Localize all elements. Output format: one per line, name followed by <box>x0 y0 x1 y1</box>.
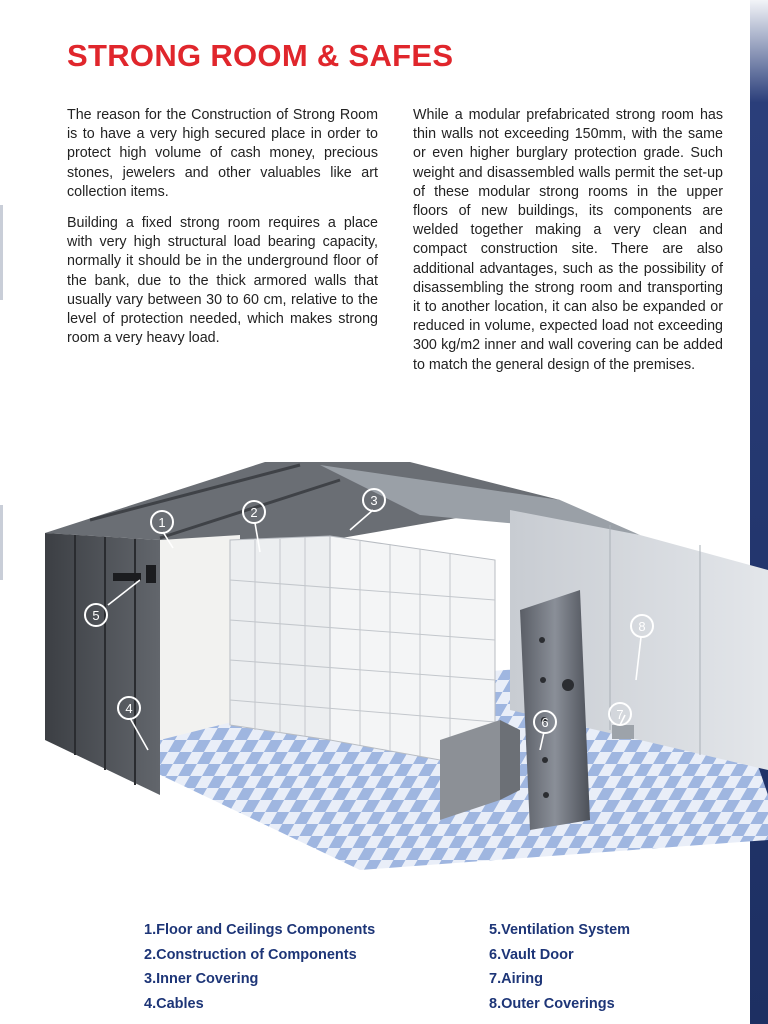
legend-item: 1.Floor and Ceilings Components <box>144 922 376 938</box>
legend-item: 2.Construction of Components <box>144 946 357 963</box>
paragraph: While a modular prefabricated strong room has thin walls not exceeding 150mm, with the same or even higher burglary protection grade. Such weight and disassembled walls permit the set-up of these modular strong rooms in the upper floors of new buildings, its components are welded together making a very clean and compact construction site. There are also additional advantages, such as the possibility of disassembling the strong room and transporting it to another location, it can also be expanded or reduced in volume, expected load not exceeding 300 kg/m2 inner and wall covering can be added to match the general design of the premises. <box>413 107 723 373</box>
callout-number: 2 <box>250 505 258 520</box>
callout-number: 7 <box>616 707 624 722</box>
legend-item: 6.Vault Door <box>489 946 574 963</box>
left-column <box>67 106 378 360</box>
page-title: STRONG ROOM & SAFES <box>67 38 454 73</box>
callout-number: 5 <box>92 608 100 623</box>
left-wall <box>45 533 160 795</box>
callout-number: 6 <box>541 715 549 730</box>
strong-room-illustration <box>0 440 768 870</box>
callout-number: 3 <box>370 493 378 508</box>
legend-item: 4.Cables <box>144 995 204 1012</box>
paragraph: The reason for the Construction of Strong Room is to have a very high secured place in order to protect high volume of cash money, precious stones, jewelers and other valuables like art collection items. <box>67 107 378 200</box>
legend-item: 7.Airing <box>489 971 543 987</box>
legend-item: 5.Ventilation System <box>489 922 631 938</box>
legend-item: 8.Outer Coverings <box>489 995 615 1012</box>
right-column <box>413 106 723 387</box>
vault-door <box>520 590 590 830</box>
callout-number: 8 <box>638 619 646 634</box>
callout-number: 1 <box>158 515 166 530</box>
legend-item: 3.Inner Covering <box>144 971 259 987</box>
legend-right <box>489 918 630 1016</box>
legend-left <box>144 918 375 1016</box>
paragraph: Building a fixed strong room requires a place with very high structural load bearing capacity, normally it should be in the underground floor of the bank, due to the thick armored walls that usually vary between 30 to 60 cm, relative to the level of protection needed, which makes strong room a very heavy load. <box>67 215 378 347</box>
callout-number: 4 <box>125 701 133 716</box>
page-edge-mark <box>0 205 3 300</box>
